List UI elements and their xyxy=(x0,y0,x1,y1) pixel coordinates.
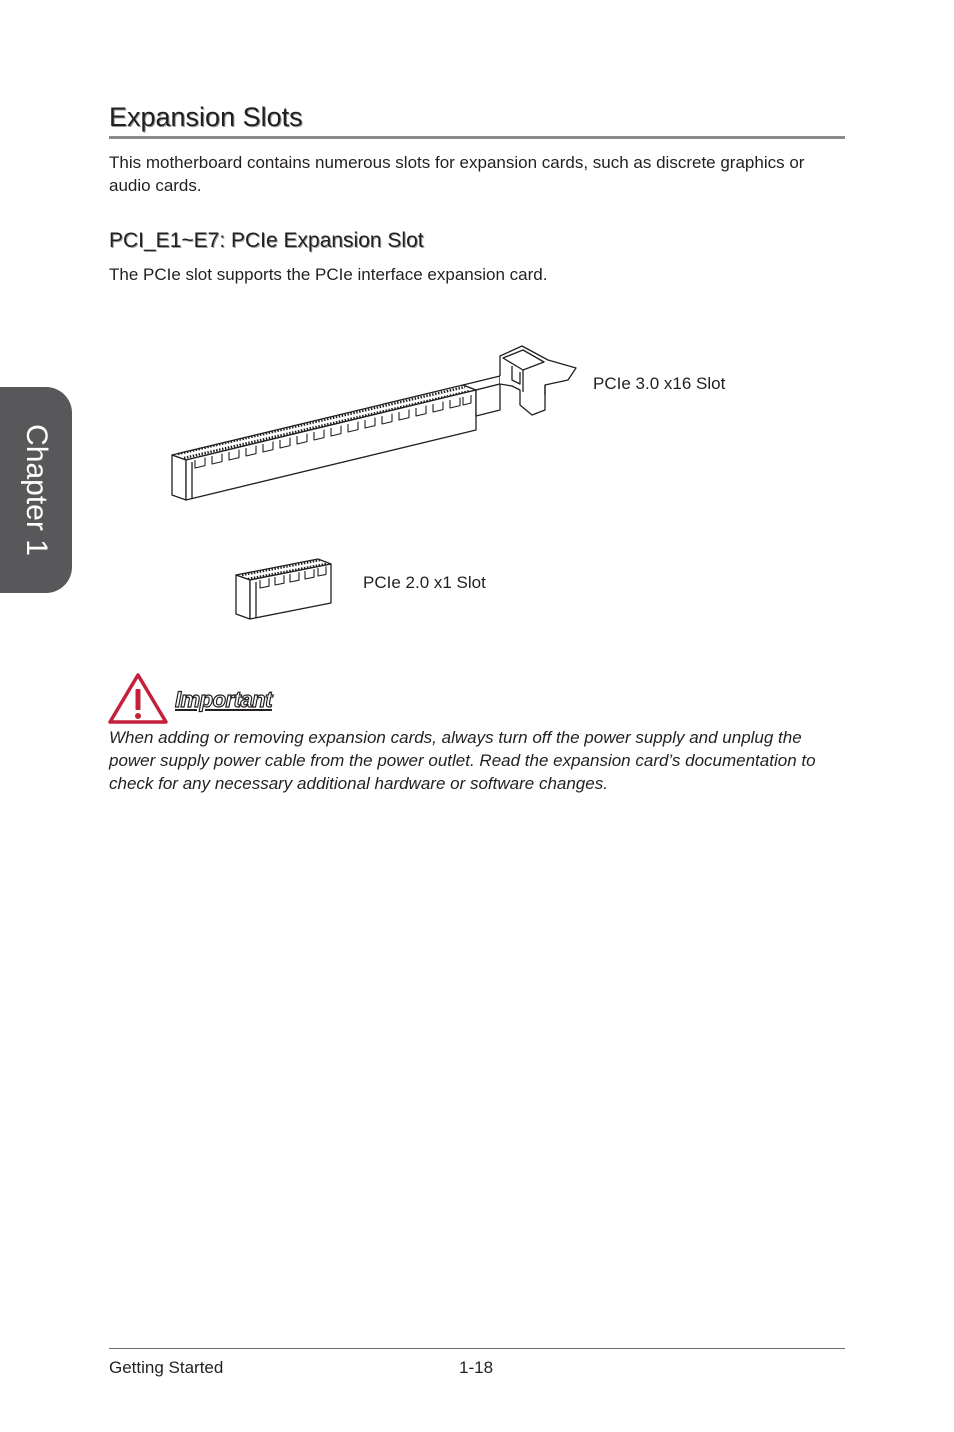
footer-divider xyxy=(109,1348,845,1349)
subsection-description: The PCIe slot supports the PCIe interface expansion card. xyxy=(109,265,548,284)
warning-triangle-icon xyxy=(108,672,170,726)
important-heading: Important xyxy=(175,687,272,712)
pcie-x1-slot-drawing xyxy=(236,559,331,619)
section-intro: This motherboard contains numerous slots for expansion cards, such as discrete graphics or audio cards. xyxy=(109,153,805,195)
footer-section-name: Getting Started xyxy=(109,1358,224,1377)
pcie-x16-slot-label: PCIe 3.0 x16 Slot xyxy=(593,374,726,393)
pcie-slots-illustration xyxy=(0,0,954,660)
subsection-title: PCI_E1~E7: PCIe Expansion Slot xyxy=(109,229,424,252)
footer-page-number: 1-18 xyxy=(459,1358,494,1377)
pcie-x16-slot-drawing xyxy=(172,346,576,500)
important-note-text: When adding or removing expansion cards, always turn off the power supply and unplug the power supply power cable from the power outlet. Read the expansion card’s documentation to check for any necessary additional hardware or software changes. xyxy=(109,728,816,793)
section-title: Expansion Slots xyxy=(109,102,303,132)
chapter-tab-label: Chapter 1 xyxy=(20,424,53,556)
pcie-x1-slot-label: PCIe 2.0 x1 Slot xyxy=(363,573,486,592)
